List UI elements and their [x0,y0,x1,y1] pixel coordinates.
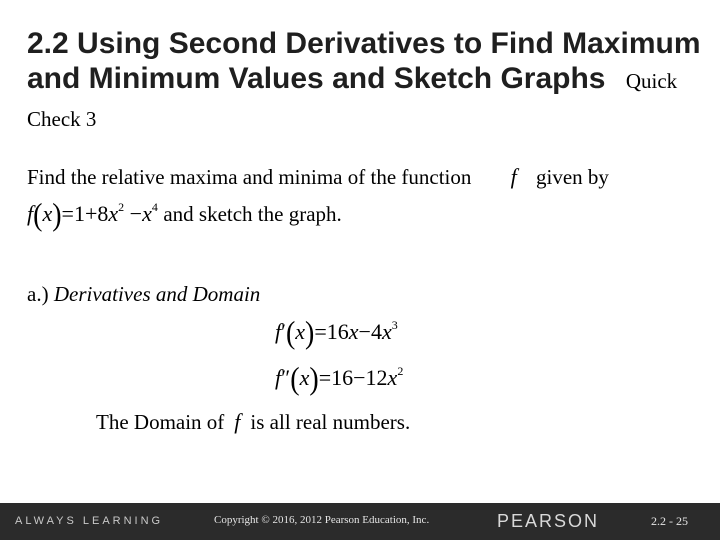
part-a-label: a.) [27,282,49,306]
question-text-1: Find the relative maxima and minima of the function [27,165,472,189]
page-number: 2.2 - 25 [651,514,688,528]
domain-statement [96,410,410,434]
footer-copyright: Copyright © 2016, 2012 Pearson Education, Inc. [214,514,430,526]
footer-bar [0,503,720,540]
function-expression: $f(x)=1+8x^2 -x^4$ [27,197,158,234]
question-line [27,165,609,189]
part-a-heading [27,282,260,306]
question-var-f: f [510,164,517,189]
slide-title-text: 2.2 Using Second Derivatives to Find Maximum and Minimum Values and Sketch Graphs [27,27,701,95]
slide-title [27,26,707,137]
first-derivative: $f'(x)=16x-4x^3$ [275,315,398,352]
part-a-text: Derivatives and Domain [53,282,261,306]
second-derivative: $f''(x)=16-12x^2$ [275,361,404,398]
function-line [27,193,342,234]
domain-text-1: The Domain of [96,410,225,434]
question-text-3: and sketch the graph. [163,202,342,226]
question-text-2: given by [536,165,609,189]
pearson-logo: PEARSON [497,511,600,531]
domain-var-f: f [234,409,241,434]
slide-subtitle: Quick Check 3 [27,69,678,131]
domain-text-2: is all real numbers. [250,410,411,434]
footer-tagline: ALWAYS LEARNING [15,515,164,527]
